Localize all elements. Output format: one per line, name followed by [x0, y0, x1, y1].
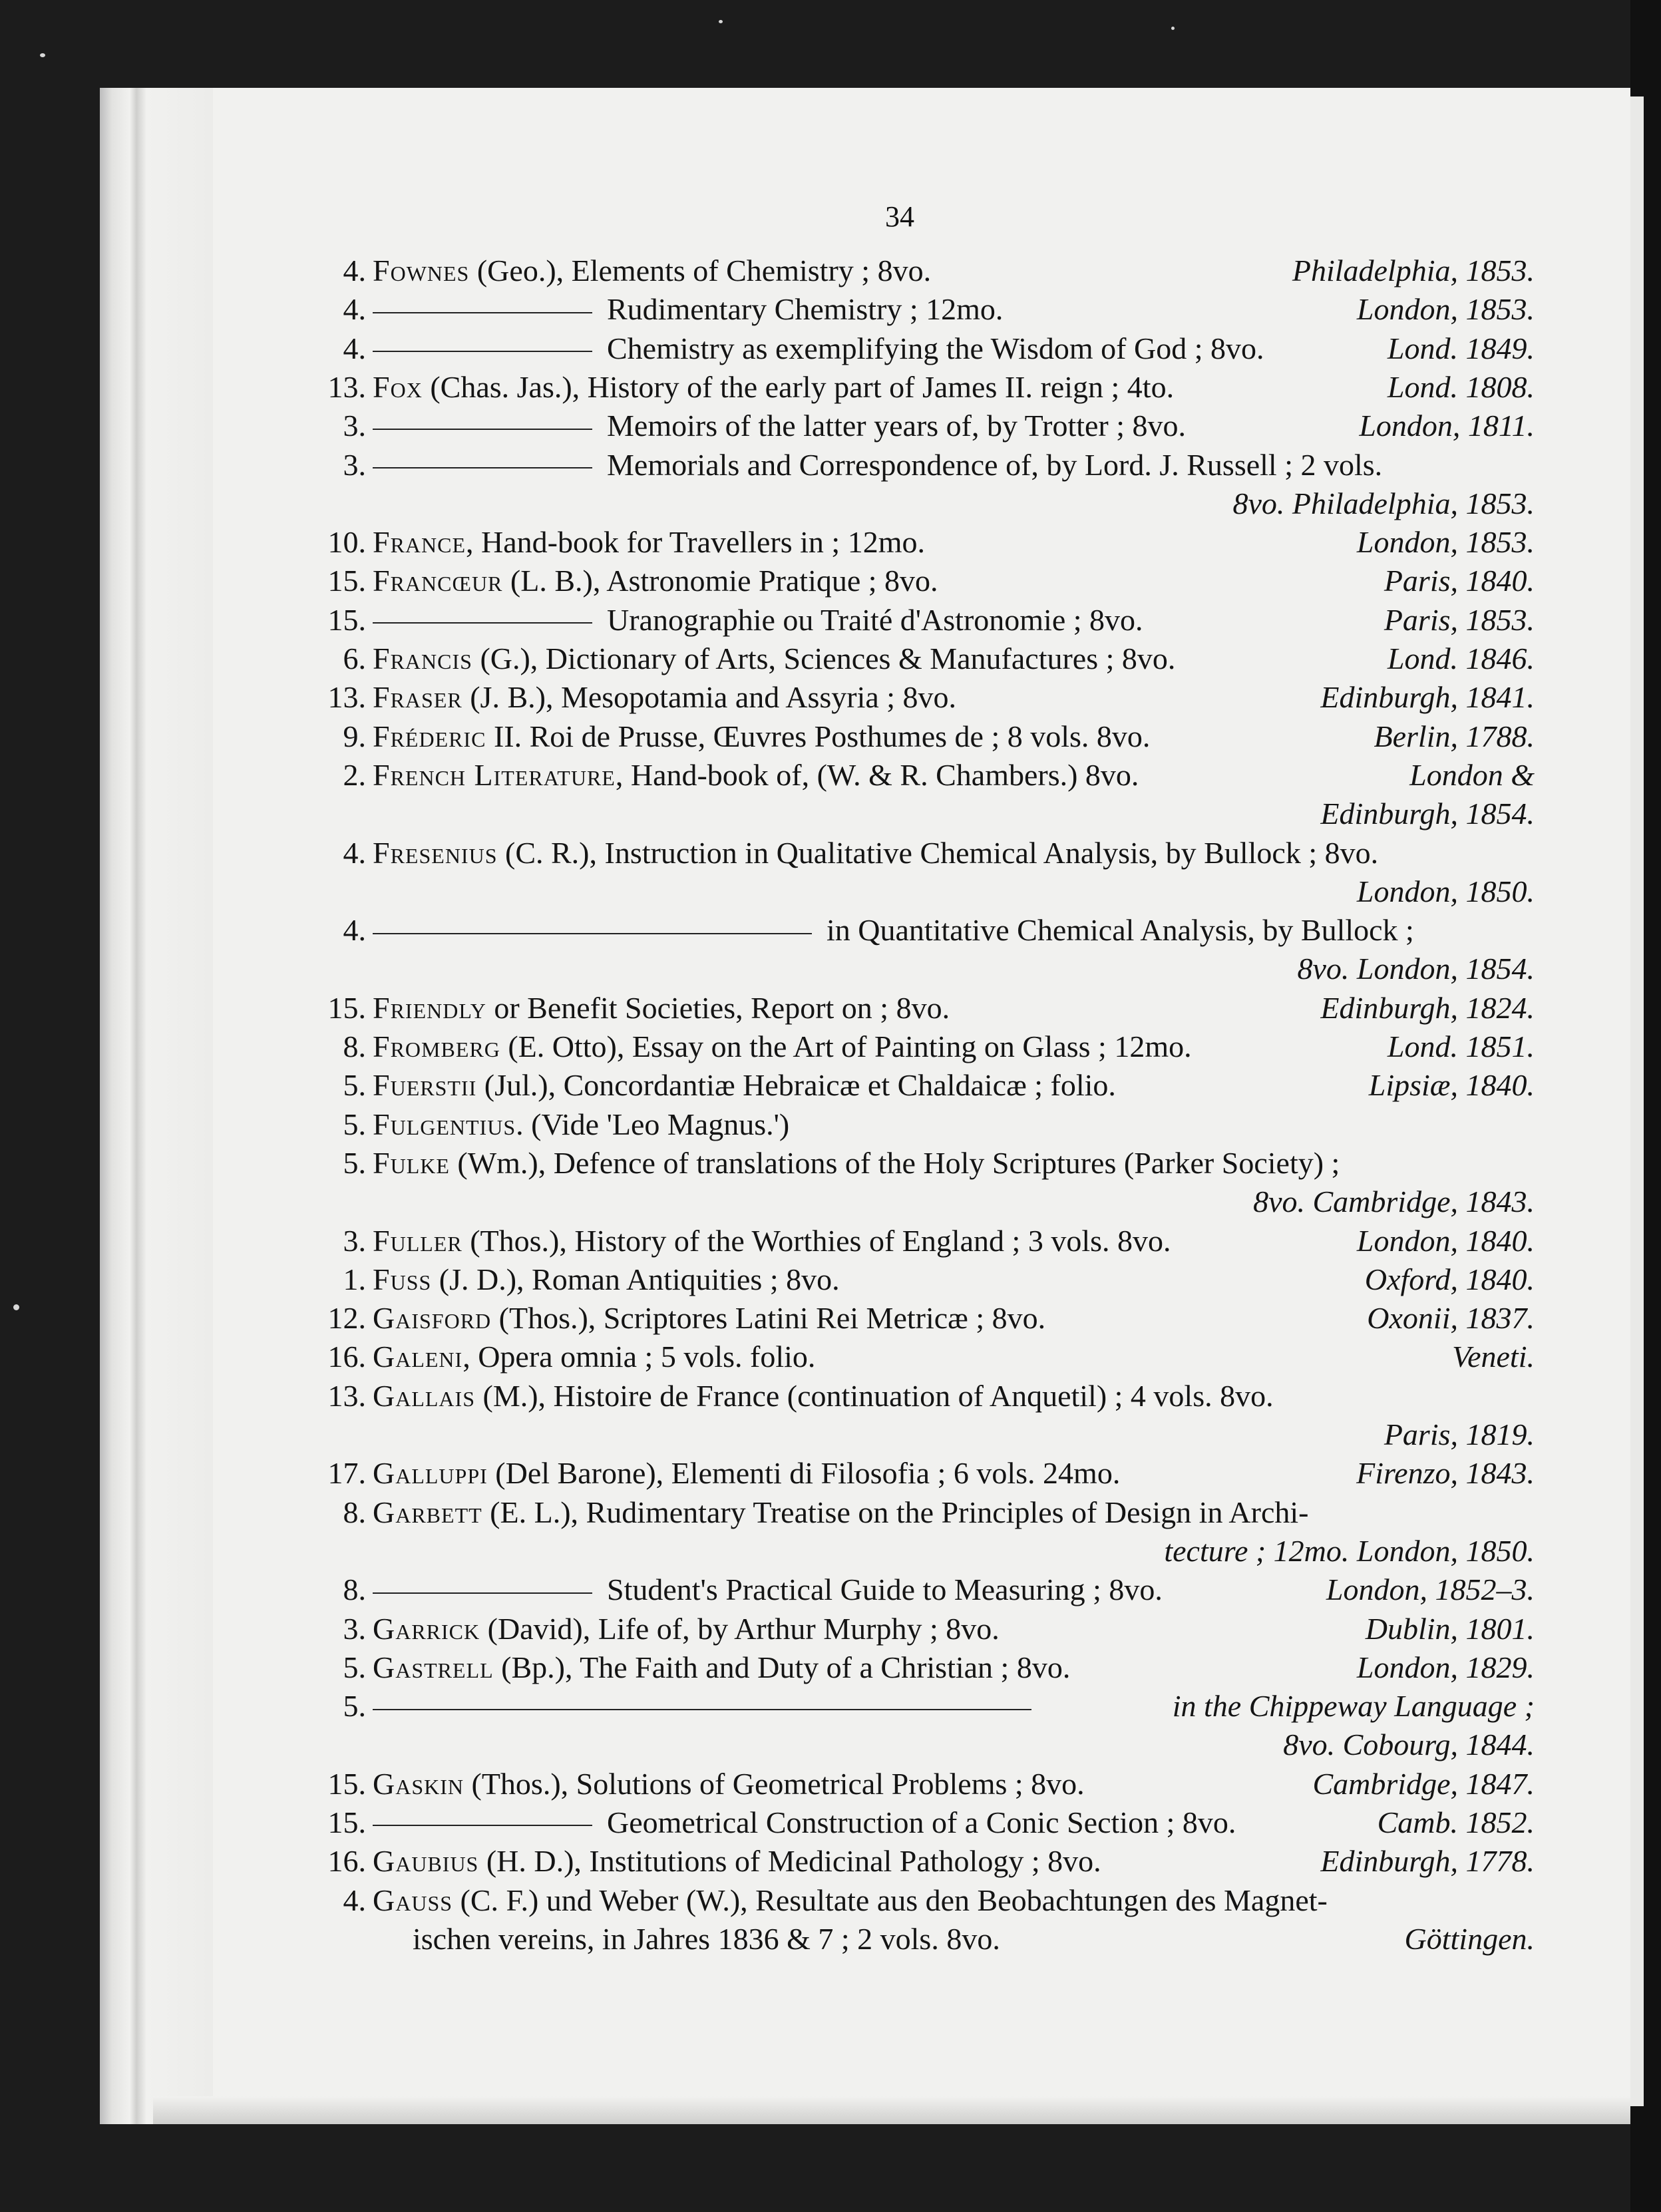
entry-text — [373, 1260, 840, 1299]
ditto-rule — [373, 467, 592, 468]
entry-text — [373, 1570, 1163, 1609]
entry-text — [373, 989, 950, 1027]
catalogue-line — [0, 562, 1661, 600]
entry-author: Francœur — [373, 564, 503, 598]
entry-title: (Geo.), Elements of Chemistry ; 8vo. — [469, 254, 932, 287]
catalogue-line — [0, 1105, 1661, 1144]
entry-text — [373, 368, 1174, 407]
entry-title: (E. Otto), Essay on the Art of Painting on Glass ; 12mo. — [500, 1029, 1192, 1063]
shelf-number: 8. — [343, 1572, 366, 1607]
shelf-number: 4. — [343, 1883, 366, 1917]
entry-imprint: Göttingen. — [1404, 1921, 1535, 1956]
entry-author: Gaubius — [373, 1844, 479, 1879]
catalogue-line — [0, 1570, 1661, 1609]
entry-imprint: London, 1852–3. — [1326, 1572, 1535, 1607]
entry-imprint: tecture ; 12mo. London, 1850. — [1164, 1533, 1535, 1568]
entry-text — [373, 562, 938, 600]
entry-text — [373, 1803, 1236, 1842]
shelf-number: 6. — [343, 642, 366, 675]
entry-text — [373, 1454, 1120, 1493]
catalogue-line — [0, 1299, 1661, 1338]
entry-imprint: Edinburgh, 1841. — [1320, 680, 1535, 715]
entry-imprint: Philadelphia, 1853. — [1292, 254, 1535, 287]
catalogue-line — [0, 446, 1661, 484]
entry-title: (Bp.), The Faith and Duty of a Christian ; 8vo. — [493, 1650, 1071, 1684]
entry-author: Fuerstii — [373, 1068, 477, 1103]
shelf-number: 12. — [327, 1301, 366, 1336]
entry-author: Fox — [373, 369, 423, 404]
catalogue-line — [0, 717, 1661, 756]
shelf-number: 3. — [343, 1223, 366, 1258]
entry-imprint: Paris, 1819. — [1384, 1417, 1535, 1451]
entry-text — [373, 834, 1378, 872]
ditto-rule — [373, 312, 592, 313]
catalogue-line — [0, 1803, 1661, 1842]
entry-title: in Quantitative Chemical Analysis, by Bullock ; — [827, 913, 1414, 948]
ditto-rule — [373, 1709, 1031, 1710]
entry-text — [373, 911, 1414, 950]
shelf-number: 5. — [343, 1068, 366, 1103]
entry-author: Gaskin — [373, 1766, 464, 1801]
entry-imprint: Camb. 1852. — [1377, 1805, 1535, 1839]
entry-author: Galluppi — [373, 1456, 488, 1491]
catalogue-line — [0, 368, 1661, 407]
entry-author: Fraser — [373, 680, 462, 715]
entry-imprint: Paris, 1853. — [1384, 602, 1535, 637]
catalogue-line — [0, 484, 1661, 523]
catalogue-line — [0, 1454, 1661, 1493]
entry-imprint: Firenzo, 1843. — [1356, 1456, 1535, 1491]
entry-title: Geometrical Construction of a Conic Section ; 8vo. — [607, 1805, 1236, 1839]
catalogue-line — [0, 1648, 1661, 1687]
entry-author: Fuller — [373, 1223, 462, 1258]
shelf-number: 2. — [343, 757, 366, 792]
entry-title: Rudimentary Chemistry ; 12mo. — [607, 292, 1004, 327]
entry-imprint: 8vo. Philadelphia, 1853. — [1232, 486, 1535, 520]
entry-text — [373, 756, 1139, 795]
entry-imprint: London & — [1409, 757, 1535, 792]
entry-title: (J. D.), Roman Antiquities ; 8vo. — [431, 1262, 840, 1296]
catalogue-line — [0, 1493, 1661, 1532]
entry-imprint: Lond. 1846. — [1387, 642, 1535, 675]
entry-text — [373, 446, 1382, 484]
entry-title: (H. D.), Institutions of Medicinal Pathology ; 8vo. — [478, 1844, 1101, 1879]
shelf-number: 9. — [343, 719, 366, 753]
entry-title: . (Vide 'Leo Magnus.') — [516, 1107, 790, 1141]
entry-imprint: London, 1853. — [1356, 292, 1535, 327]
catalogue-line — [0, 1183, 1661, 1221]
catalogue-line — [0, 678, 1661, 717]
entry-imprint: London, 1850. — [1356, 874, 1535, 908]
shelf-number: 4. — [343, 331, 366, 365]
entry-text — [373, 1299, 1045, 1338]
shelf-number: 15. — [327, 990, 366, 1025]
catalogue-line — [0, 1726, 1661, 1764]
entry-title: (E. L.), Rudimentary Treatise on the Principles of Design in Archi- — [482, 1495, 1309, 1529]
entry-author: Fréderic — [373, 719, 486, 753]
catalogue-line — [0, 989, 1661, 1027]
entry-text — [373, 1765, 1085, 1803]
entry-text — [373, 1610, 1000, 1648]
entry-imprint: Cambridge, 1847. — [1312, 1766, 1535, 1801]
entry-text — [373, 407, 1186, 445]
shelf-number: 4. — [343, 913, 366, 948]
entry-imprint: London, 1811. — [1359, 409, 1535, 443]
catalogue-line — [0, 1610, 1661, 1648]
entry-title: , Hand-book of, (W. & R. Chambers.) 8vo. — [615, 757, 1139, 792]
entry-author: Gallais — [373, 1378, 475, 1413]
entry-imprint: Lond. 1851. — [1387, 1029, 1535, 1063]
catalogue-line — [0, 290, 1661, 329]
entry-text — [373, 1222, 1171, 1260]
catalogue-line — [0, 834, 1661, 872]
entry-imprint: Oxonii, 1837. — [1367, 1301, 1535, 1336]
entry-title: (J. B.), Mesopotamia and Assyria ; 8vo. — [462, 680, 957, 715]
page-number: 34 — [885, 200, 914, 233]
entry-text — [373, 1648, 1070, 1687]
entry-author: Fresenius — [373, 835, 498, 870]
entry-imprint: Edinburgh, 1824. — [1320, 990, 1535, 1025]
catalogue-line — [0, 252, 1661, 290]
shelf-number: 8. — [343, 1029, 366, 1063]
entry-imprint: Dublin, 1801. — [1365, 1611, 1535, 1646]
shelf-number: 15. — [327, 1766, 366, 1801]
entry-imprint: Paris, 1840. — [1384, 564, 1535, 598]
shelf-number: 13. — [327, 680, 366, 715]
entry-author: Francis — [373, 642, 472, 675]
catalogue-line — [0, 407, 1661, 445]
entry-author: Garrick — [373, 1611, 480, 1646]
entry-title: or Benefit Societies, Report on ; 8vo. — [486, 990, 950, 1025]
catalogue-line — [0, 795, 1661, 833]
entry-text — [373, 1842, 1101, 1881]
catalogue-line — [0, 1920, 1661, 1958]
entry-text — [373, 601, 1143, 640]
entry-imprint: 8vo. London, 1854. — [1297, 952, 1535, 986]
entry-imprint: London, 1840. — [1356, 1223, 1535, 1258]
entry-title: (Jul.), Concordantiæ Hebraicæ et Chaldaicæ ; folio. — [476, 1068, 1116, 1103]
entry-title: Chemistry as exemplifying the Wisdom of God ; 8vo. — [607, 331, 1264, 365]
entry-author: Fulgentius — [373, 1107, 516, 1141]
shelf-number: 5. — [343, 1650, 366, 1684]
entry-text — [373, 1066, 1116, 1105]
entry-title: (Thos.), Solutions of Geometrical Problems ; 8vo. — [464, 1766, 1085, 1801]
entry-imprint: London, 1829. — [1356, 1650, 1535, 1684]
shelf-number: 8. — [343, 1495, 366, 1529]
entry-text — [373, 1338, 815, 1376]
entry-text — [373, 329, 1264, 368]
entry-author: Gauss — [373, 1883, 453, 1917]
entry-text — [373, 1105, 789, 1144]
entry-imprint: Edinburgh, 1854. — [1320, 797, 1535, 831]
entry-author: France — [373, 525, 466, 560]
catalogue-line — [0, 756, 1661, 795]
shelf-number: 13. — [327, 369, 366, 404]
shelf-number: 15. — [327, 564, 366, 598]
entry-text — [373, 640, 1175, 678]
catalogue-line — [0, 1338, 1661, 1376]
entry-imprint: Berlin, 1788. — [1374, 719, 1535, 753]
ditto-rule — [373, 429, 592, 430]
entry-title: , Hand-book for Travellers in ; 12mo. — [466, 525, 925, 560]
entry-author: Fulke — [373, 1145, 450, 1180]
entry-imprint: Lond. 1849. — [1387, 331, 1535, 365]
entry-title: (David), Life of, by Arthur Murphy ; 8vo. — [480, 1611, 1000, 1646]
entry-title: Memoirs of the latter years of, by Trotter ; 8vo. — [607, 409, 1187, 443]
ditto-rule — [373, 1592, 592, 1594]
entry-text — [373, 678, 956, 717]
catalogue-line — [0, 601, 1661, 640]
entry-text — [373, 1377, 1274, 1415]
entry-author: French Literature — [373, 757, 616, 792]
entry-title: , Opera omnia ; 5 vols. folio. — [462, 1340, 816, 1374]
shelf-number: 10. — [327, 525, 366, 560]
shelf-number: 13. — [327, 1378, 366, 1413]
shelf-number: 15. — [327, 1805, 366, 1839]
entry-text — [373, 1027, 1192, 1066]
entry-text — [373, 1144, 1340, 1183]
shelf-number: 5. — [343, 1689, 366, 1724]
shelf-number: 17. — [327, 1456, 366, 1491]
shelf-number: 1. — [343, 1262, 366, 1296]
entry-imprint: Lond. 1808. — [1387, 369, 1535, 404]
catalogue-line — [0, 872, 1661, 911]
entry-text — [413, 1920, 1000, 1958]
entry-imprint: in the Chippeway Language ; — [1172, 1689, 1535, 1724]
catalogue-line — [0, 1687, 1661, 1726]
entry-title: (M.), Histoire de France (continuation of Anquetil) ; 4 vols. 8vo. — [475, 1378, 1274, 1413]
entry-title: ischen vereins, in Jahres 1836 & 7 ; 2 vols. 8vo. — [413, 1921, 1000, 1956]
shelf-number: 15. — [327, 602, 366, 637]
entry-imprint: Edinburgh, 1778. — [1320, 1844, 1535, 1879]
catalogue-line — [0, 1027, 1661, 1066]
entry-text — [373, 523, 925, 562]
shelf-number: 5. — [343, 1145, 366, 1180]
entry-author: Fownes — [373, 254, 470, 287]
catalogue-line — [0, 1377, 1661, 1415]
ditto-rule — [373, 351, 592, 352]
entry-title: (L. B.), Astronomie Pratique ; 8vo. — [502, 564, 938, 598]
entry-title: (Del Barone), Elementi di Filosofia ; 6 vols. 24mo. — [487, 1456, 1121, 1491]
entry-text — [373, 1493, 1308, 1532]
catalogue-line — [0, 1765, 1661, 1803]
entry-text — [373, 1687, 1046, 1726]
entry-imprint: 8vo. Cambridge, 1843. — [1253, 1185, 1535, 1219]
entry-title: (Thos.), History of the Worthies of England ; 3 vols. 8vo. — [462, 1223, 1171, 1258]
entry-author: Gastrell — [373, 1650, 494, 1684]
shelf-number: 4. — [343, 292, 366, 327]
shelf-number: 5. — [343, 1107, 366, 1141]
entry-imprint: London, 1853. — [1356, 525, 1535, 560]
shelf-number: 4. — [343, 835, 366, 870]
catalogue-line — [0, 640, 1661, 678]
catalogue-line — [0, 1066, 1661, 1105]
catalogue-line — [0, 950, 1661, 988]
entry-title: (C. F.) und Weber (W.), Resultate aus den Beobachtungen des Magnet- — [453, 1883, 1328, 1917]
entry-title: II. Roi de Prusse, Œuvres Posthumes de ; 8 vols. 8vo. — [486, 719, 1151, 753]
entry-text — [373, 1881, 1328, 1920]
entry-title: Uranographie ou Traité d'Astronomie ; 8vo. — [607, 602, 1143, 637]
ditto-rule — [373, 622, 592, 624]
shelf-number: 3. — [343, 447, 366, 482]
entry-author: Galeni — [373, 1340, 463, 1374]
catalogue-line — [0, 523, 1661, 562]
entry-imprint: Oxford, 1840. — [1364, 1262, 1535, 1296]
entry-imprint: Lipsiæ, 1840. — [1368, 1068, 1535, 1103]
entry-title: Student's Practical Guide to Measuring ; 8vo. — [607, 1572, 1163, 1607]
shelf-number: 16. — [327, 1340, 366, 1374]
catalogue-line — [0, 1144, 1661, 1183]
catalogue-line — [0, 911, 1661, 950]
entry-author: Fromberg — [373, 1029, 500, 1063]
entry-author: Gaisford — [373, 1301, 492, 1336]
catalogue-line — [0, 1842, 1661, 1881]
shelf-number: 4. — [343, 254, 366, 287]
entry-author: Friendly — [373, 990, 486, 1025]
entry-text — [373, 290, 1003, 329]
catalogue-line — [0, 1260, 1661, 1299]
entry-title: (G.), Dictionary of Arts, Sciences & Manufactures ; 8vo. — [472, 642, 1176, 675]
catalogue-line — [0, 329, 1661, 368]
catalogue-line — [0, 1881, 1661, 1920]
entry-title: (Chas. Jas.), History of the early part of James II. reign ; 4to. — [422, 369, 1175, 404]
shelf-number: 16. — [327, 1844, 366, 1879]
entry-title: (Thos.), Scriptores Latini Rei Metricæ ; 8vo. — [491, 1301, 1046, 1336]
entry-title: Memorials and Correspondence of, by Lord. J. Russell ; 2 vols. — [607, 447, 1383, 482]
entry-author: Garbett — [373, 1495, 482, 1529]
catalogue-line — [0, 1532, 1661, 1570]
ditto-rule — [373, 933, 812, 934]
entry-imprint: Veneti. — [1452, 1340, 1535, 1374]
ditto-rule — [373, 1825, 592, 1826]
entry-title: (C. R.), Instruction in Qualitative Chemical Analysis, by Bullock ; 8vo. — [497, 835, 1379, 870]
entry-imprint: 8vo. Cobourg, 1844. — [1283, 1728, 1535, 1762]
entry-author: Fuss — [373, 1262, 432, 1296]
shelf-number: 3. — [343, 409, 366, 443]
entry-text — [373, 252, 931, 290]
shelf-number: 3. — [343, 1611, 366, 1646]
catalogue-line — [0, 1222, 1661, 1260]
entry-title: (Wm.), Defence of translations of the Holy Scriptures (Parker Society) ; — [449, 1145, 1340, 1180]
catalogue-line — [0, 1415, 1661, 1454]
entry-text — [373, 717, 1150, 756]
